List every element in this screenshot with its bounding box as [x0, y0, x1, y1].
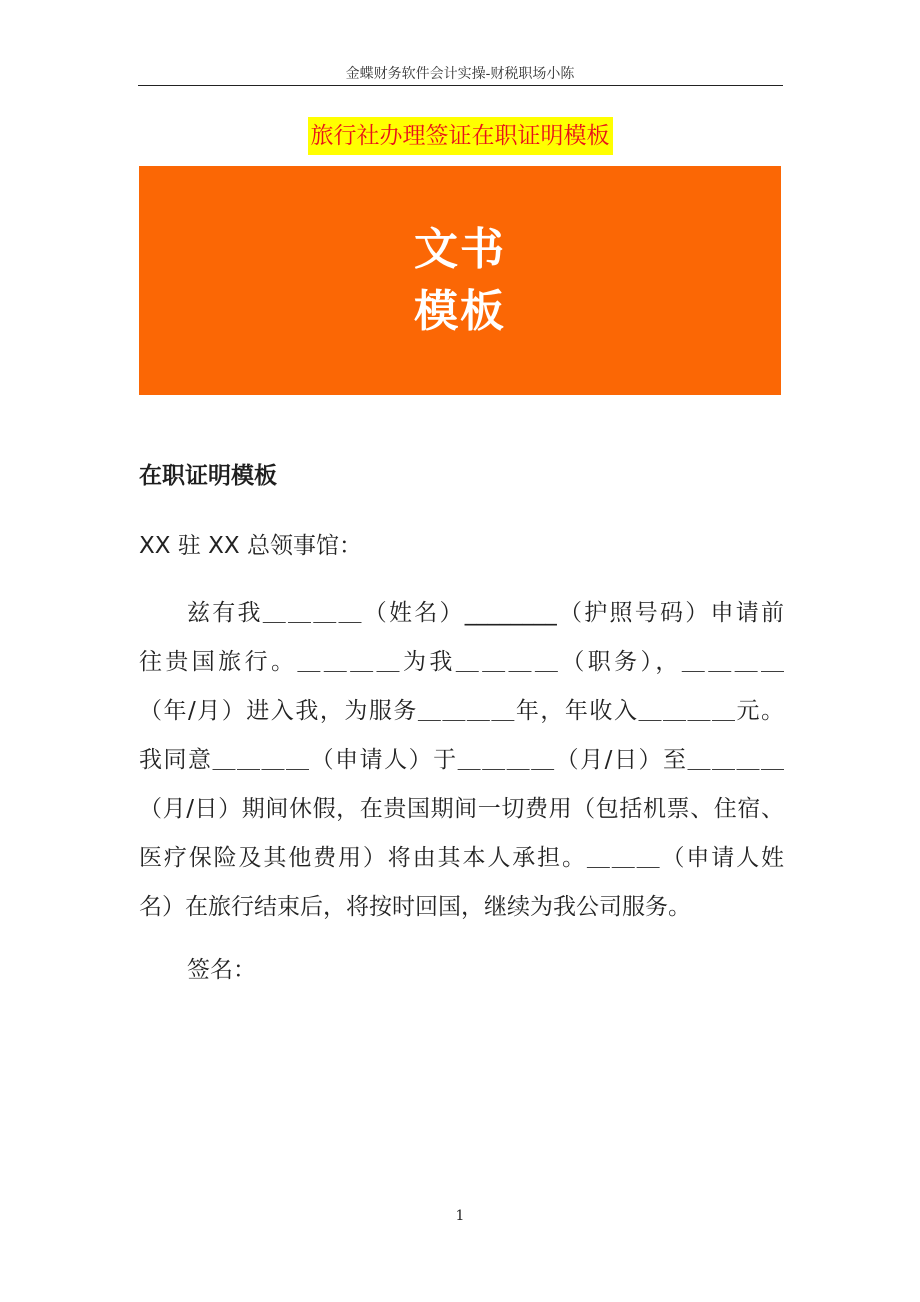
page-number: 1	[455, 1208, 465, 1224]
body-line: （月/日）期间休假，在贵国期间一切费用（包括机票、住宿、	[139, 796, 784, 822]
document-title: 旅行社办理签证在职证明模板	[308, 117, 613, 155]
page-header: 金蝶财务软件会计实操-财税职场小陈	[345, 66, 575, 82]
header-divider	[138, 85, 783, 86]
banner-line-2: 模板	[414, 285, 506, 337]
body-line: 医疗保险及其他费用）将由其本人承担。＿＿＿（申请人姓	[139, 845, 784, 871]
section-heading: 在职证明模板	[139, 463, 277, 489]
salutation: XX 驻 XX 总领事馆：	[139, 533, 362, 559]
banner-line-1: 文书	[414, 223, 506, 275]
signature-label: 签名：	[187, 957, 256, 983]
document-title-container	[0, 117, 920, 155]
body-line: （年/月）进入我，为服务＿＿＿＿年，年收入＿＿＿＿元。	[139, 698, 784, 724]
body-line: 我同意＿＿＿＿（申请人）于＿＿＿＿（月/日）至＿＿＿＿	[139, 747, 784, 773]
template-banner	[139, 166, 781, 395]
body-line: 名）在旅行结束后，将按时回国，继续为我公司服务。	[139, 894, 691, 920]
body-line: 兹有我＿＿＿＿（姓名）________（护照号码）申请前	[187, 600, 784, 626]
body-line: 往贵国旅行。＿＿＿＿为我＿＿＿＿（职务），＿＿＿＿	[139, 649, 784, 675]
certificate-body	[139, 593, 784, 936]
